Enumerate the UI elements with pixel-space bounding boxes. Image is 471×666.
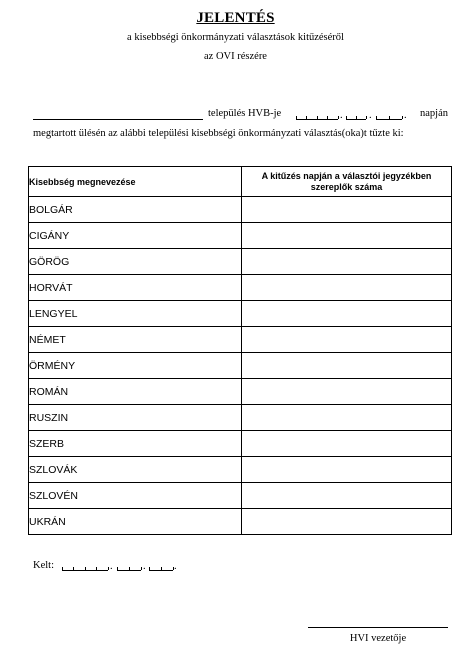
column-header-voter-count <box>242 167 452 197</box>
table-row <box>29 483 452 509</box>
voter-count-cell[interactable] <box>242 483 452 509</box>
voter-count-cell[interactable] <box>242 327 452 353</box>
table-row <box>29 223 452 249</box>
kelt-day-field[interactable] <box>149 570 173 571</box>
minority-name-cell: ROMÁN <box>29 379 242 405</box>
date-tick <box>317 116 318 119</box>
minority-name-cell: SZERB <box>29 431 242 457</box>
intro-text-hvb: település HVB-je <box>208 108 282 119</box>
table-row <box>29 249 452 275</box>
voter-count-cell[interactable] <box>242 301 452 327</box>
date-tick <box>366 116 367 119</box>
date-tick <box>62 567 63 570</box>
table-row <box>29 327 452 353</box>
minority-name-cell: SZLOVÉN <box>29 483 242 509</box>
minority-name-cell: RUSZIN <box>29 405 242 431</box>
table-row <box>29 353 452 379</box>
minority-name-cell: ÖRMÉNY <box>29 353 242 379</box>
date-tick <box>129 567 130 570</box>
minority-name-cell: LENGYEL <box>29 301 242 327</box>
date-separator: . <box>369 110 372 121</box>
column-header-voter-count-line1: A kitűzés napján a választói jegyzékben <box>261 170 432 181</box>
date-tick <box>161 567 162 570</box>
signature-label: HVI vezetője <box>349 633 407 644</box>
minority-name-cell: HORVÁT <box>29 275 242 301</box>
date-tick <box>338 116 339 119</box>
voter-count-cell[interactable] <box>242 509 452 535</box>
date-year-field[interactable] <box>296 119 338 120</box>
date-separator: . <box>174 561 177 572</box>
date-tick <box>402 116 403 119</box>
date-month-field[interactable] <box>346 119 366 120</box>
date-tick <box>356 116 357 119</box>
date-separator: . <box>340 110 343 121</box>
table-row <box>29 197 452 223</box>
table-row <box>29 509 452 535</box>
date-tick <box>346 116 347 119</box>
date-tick <box>296 116 297 119</box>
voter-count-cell[interactable] <box>242 379 452 405</box>
table-row <box>29 275 452 301</box>
signature-line[interactable] <box>308 627 448 628</box>
voter-count-cell[interactable] <box>242 275 452 301</box>
table-row <box>29 301 452 327</box>
kelt-month-field[interactable] <box>117 570 141 571</box>
date-tick <box>117 567 118 570</box>
intro-line1 <box>0 0 471 130</box>
intro-text-napjan: napján <box>420 108 448 119</box>
column-header-voter-count-line2: szereplők száma <box>310 181 383 192</box>
document-subtitle-line1: a kisebbségi önkormányzati választások kitűzéséről <box>127 32 344 43</box>
minority-name-cell: UKRÁN <box>29 509 242 535</box>
date-day-field[interactable] <box>376 119 402 120</box>
minority-name-cell: SZLOVÁK <box>29 457 242 483</box>
intro-line2: megtartott ülésén az alábbi települési kisebbségi önkormányzati választás(oka)t tűzte ki: <box>33 128 404 139</box>
table-row <box>29 379 452 405</box>
table-header-row <box>29 167 452 197</box>
date-separator: . <box>404 110 407 121</box>
kelt-year-field[interactable] <box>62 570 108 571</box>
settlement-name-field[interactable] <box>33 119 203 120</box>
voter-count-cell[interactable] <box>242 431 452 457</box>
date-tick <box>108 567 109 570</box>
kelt-label: Kelt: <box>33 560 54 571</box>
date-tick <box>85 567 86 570</box>
table-row <box>29 405 452 431</box>
date-separator: . <box>143 561 146 572</box>
date-tick <box>73 567 74 570</box>
voter-count-cell[interactable] <box>242 223 452 249</box>
date-tick <box>96 567 97 570</box>
date-tick <box>389 116 390 119</box>
column-header-minority: Kisebbség megnevezése <box>29 167 242 197</box>
minority-name-cell: CIGÁNY <box>29 223 242 249</box>
minorities-table <box>28 166 452 535</box>
date-tick <box>149 567 150 570</box>
document-subtitle-line2: az OVI részére <box>204 51 267 62</box>
voter-count-cell[interactable] <box>242 197 452 223</box>
date-tick <box>327 116 328 119</box>
voter-count-cell[interactable] <box>242 405 452 431</box>
minority-name-cell: BOLGÁR <box>29 197 242 223</box>
voter-count-cell[interactable] <box>242 353 452 379</box>
minority-name-cell: GÖRÖG <box>29 249 242 275</box>
document-title: JELENTÉS <box>196 10 275 26</box>
minority-name-cell: NÉMET <box>29 327 242 353</box>
voter-count-cell[interactable] <box>242 457 452 483</box>
table-row <box>29 457 452 483</box>
date-separator: . <box>110 561 113 572</box>
date-tick <box>141 567 142 570</box>
date-tick <box>306 116 307 119</box>
date-tick <box>376 116 377 119</box>
table-row <box>29 431 452 457</box>
voter-count-cell[interactable] <box>242 249 452 275</box>
